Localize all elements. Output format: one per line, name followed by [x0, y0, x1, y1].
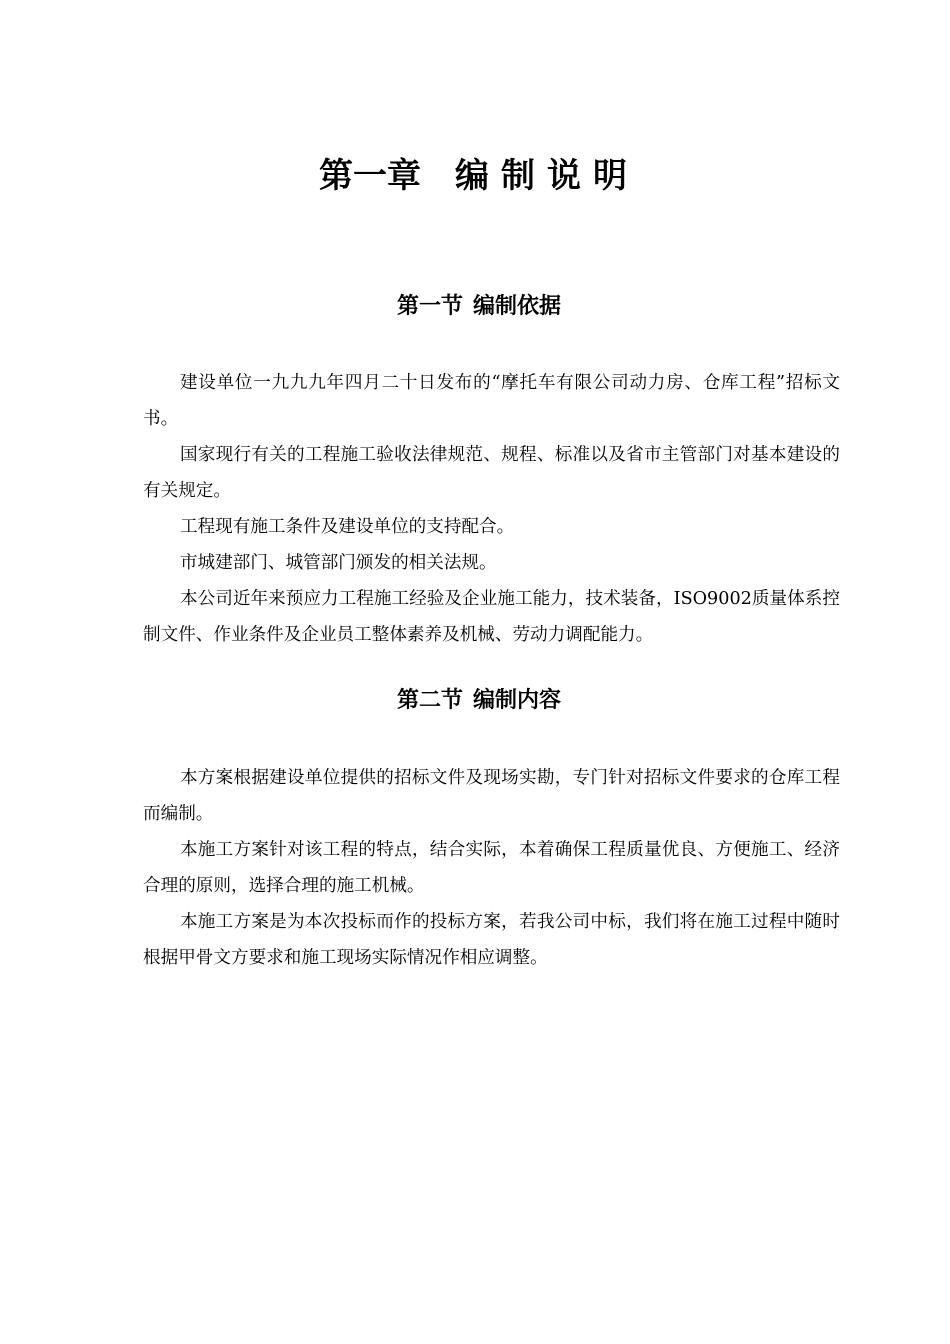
chapter-title: [0, 152, 950, 200]
section-name: 编制依据: [473, 294, 562, 319]
chapter-name: 编制说明: [455, 156, 639, 196]
paragraph: 本施工方案是为本次投标而作的投标方案，若我公司中标，我们将在施工过程中随时根据甲骨文方要求和施工现场实际情况作相应调整。: [143, 912, 840, 968]
paragraph: 本公司近年来预应力工程施工经验及企业施工能力，技术装备，ISO9002质量体系控制文件、作业条件及企业员工整体素养及机械、劳动力调配能力。: [143, 589, 840, 645]
section-title: [0, 292, 950, 322]
section-label: 第一节: [396, 294, 463, 319]
paragraph: 市城建部门、城管部门颁发的相关法规。: [179, 553, 497, 573]
paragraph: 本方案根据建设单位提供的招标文件及现场实勘，专门针对招标文件要求的仓库工程而编制。: [143, 768, 840, 824]
section-body: [143, 365, 840, 653]
paragraph: 本施工方案针对该工程的特点，结合实际，本着确保工程质量优良、方便施工、经济合理的原则，选择合理的施工机械。: [143, 840, 840, 896]
paragraph: 建设单位一九九九年四月二十日发布的“摩托车有限公司动力房、仓库工程”招标文书。: [143, 373, 840, 429]
section-label: 第二节: [396, 688, 463, 713]
paragraph: 国家现行有关的工程施工验收法律规范、规程、标准以及省市主管部门对基本建设的有关规定。: [143, 445, 840, 501]
section-title: [0, 686, 950, 716]
chapter-label: 第一章: [319, 156, 421, 196]
section-name: 编制内容: [473, 688, 562, 713]
section-body: [143, 760, 840, 976]
paragraph: 工程现有施工条件及建设单位的支持配合。: [179, 517, 515, 537]
